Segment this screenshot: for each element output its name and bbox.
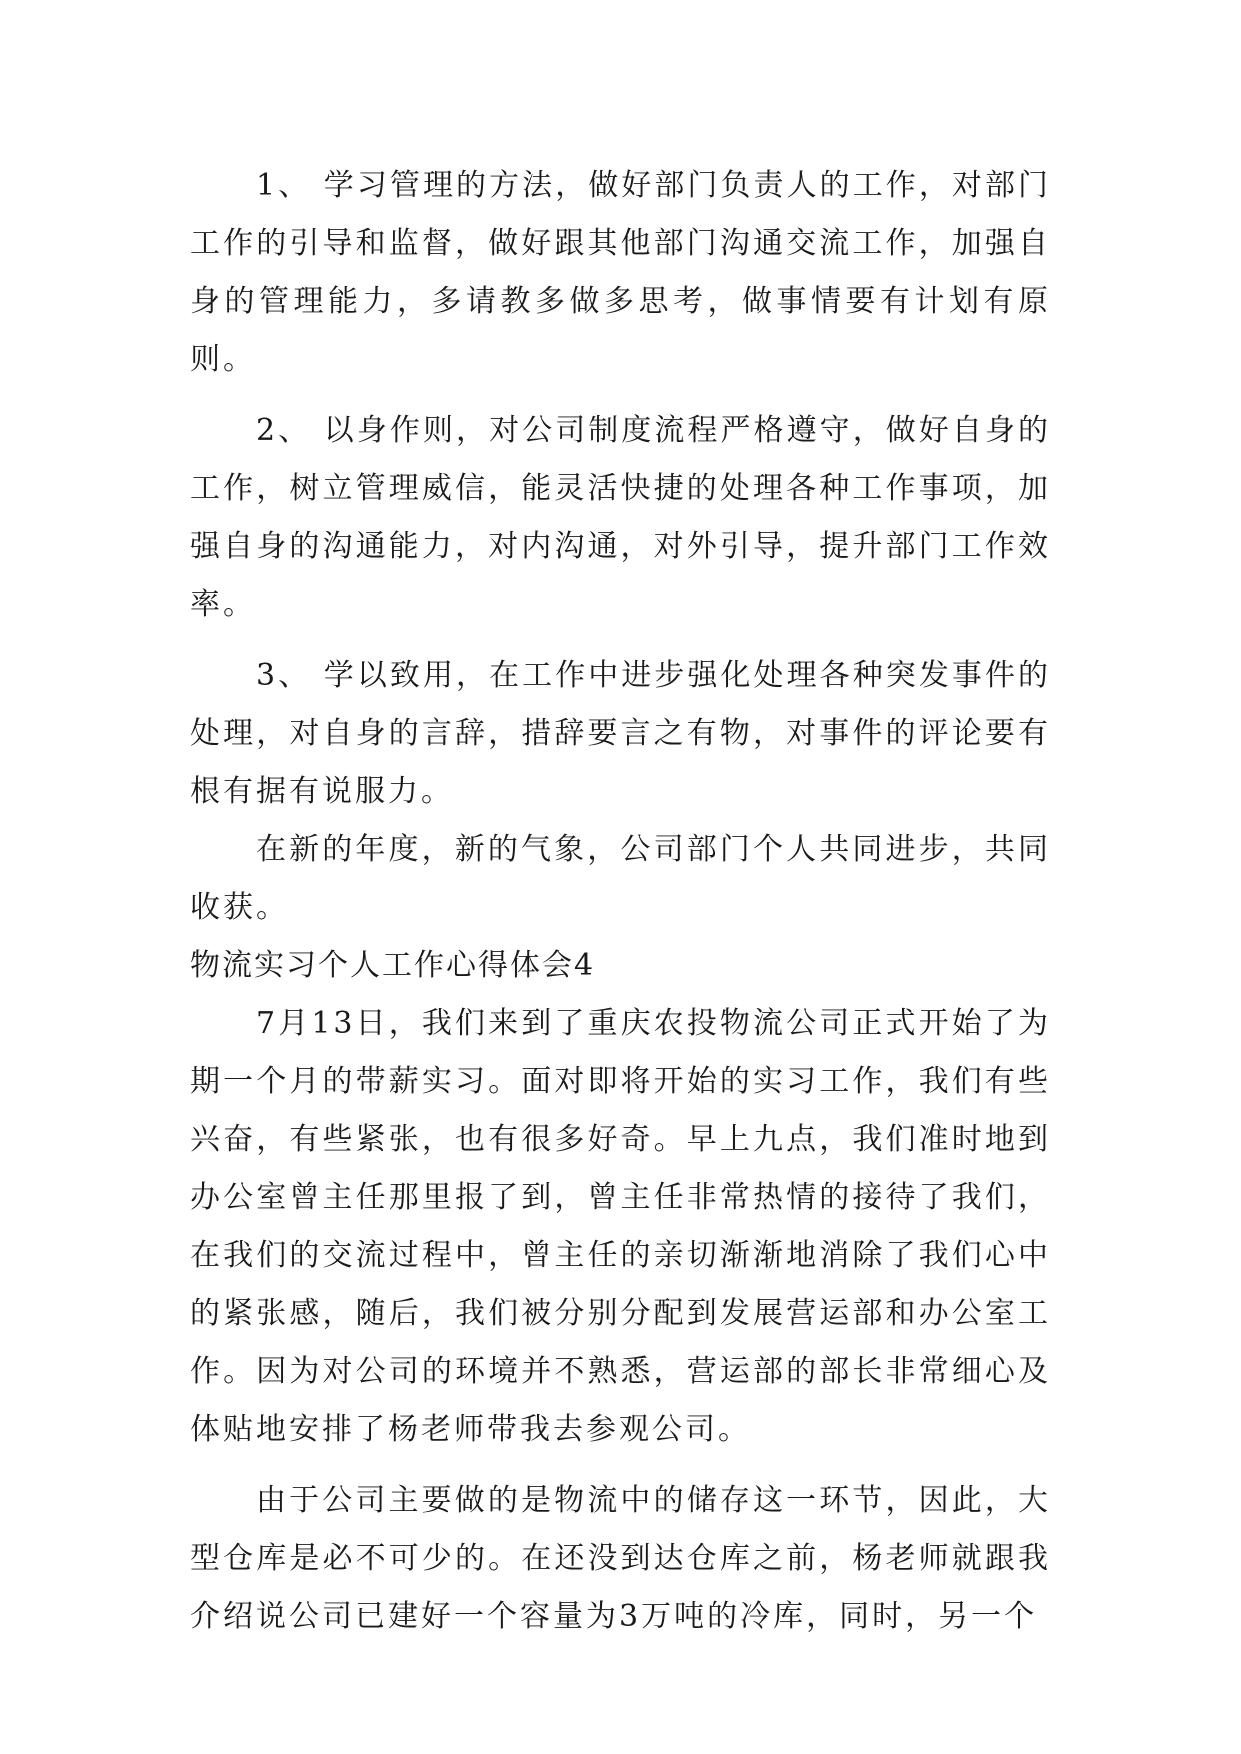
paragraph-item-2: 2、 以身作则，对公司制度流程严格遵守，做好自身的工作，树立管理威信，能灵活快捷的处理各种工作事项，加强自身的沟通能力，对内沟通，对外引导，提升部门工作效率。 bbox=[190, 413, 1051, 622]
paragraph-warehouse: 由于公司主要做的是物流中的储存这一环节，因此，大型仓库是必不可少的。在还没到达仓库之前，杨老师就跟我介绍说公司已建好一个容量为3万吨的冷库，同时，另一个 bbox=[190, 1483, 1051, 1634]
paragraph-item-1: 1、 学习管理的方法，做好部门负责人的工作，对部门工作的引导和监督，做好跟其他部门沟通交流工作，加强自身的管理能力，多请教多做多思考，做事情要有计划有原则。 bbox=[190, 168, 1051, 377]
section-heading: 物流实习个人工作心得体会4 bbox=[190, 948, 596, 983]
paragraph-internship-start: 7月13日，我们来到了重庆农投物流公司正式开始了为期一个月的带薪实习。面对即将开始的实习工作，我们有些兴奋，有些紧张，也有很多好奇。早上九点，我们准时地到办公室曾主任那里报了到，曾主任非常热情的接待了我们，在我们的交流过程中，曾主任的亲切渐渐地消除了我们心中的紧张感，随后，我们被分别分配到发展营运部和办公室工作。因为对公司的环境并不熟悉，营运部的部长非常细心及体贴地安排了杨老师带我去参观公司。 bbox=[190, 1006, 1051, 1447]
paragraph-closing: 在新的年度，新的气象，公司部门个人共同进步，共同收获。 bbox=[190, 832, 1051, 925]
document-body bbox=[190, 157, 1051, 1646]
paragraph-item-3: 3、 学以致用，在工作中进步强化处理各种突发事件的处理，对自身的言辞，措辞要言之有物，对事件的评论要有根有据有说服力。 bbox=[190, 658, 1051, 809]
